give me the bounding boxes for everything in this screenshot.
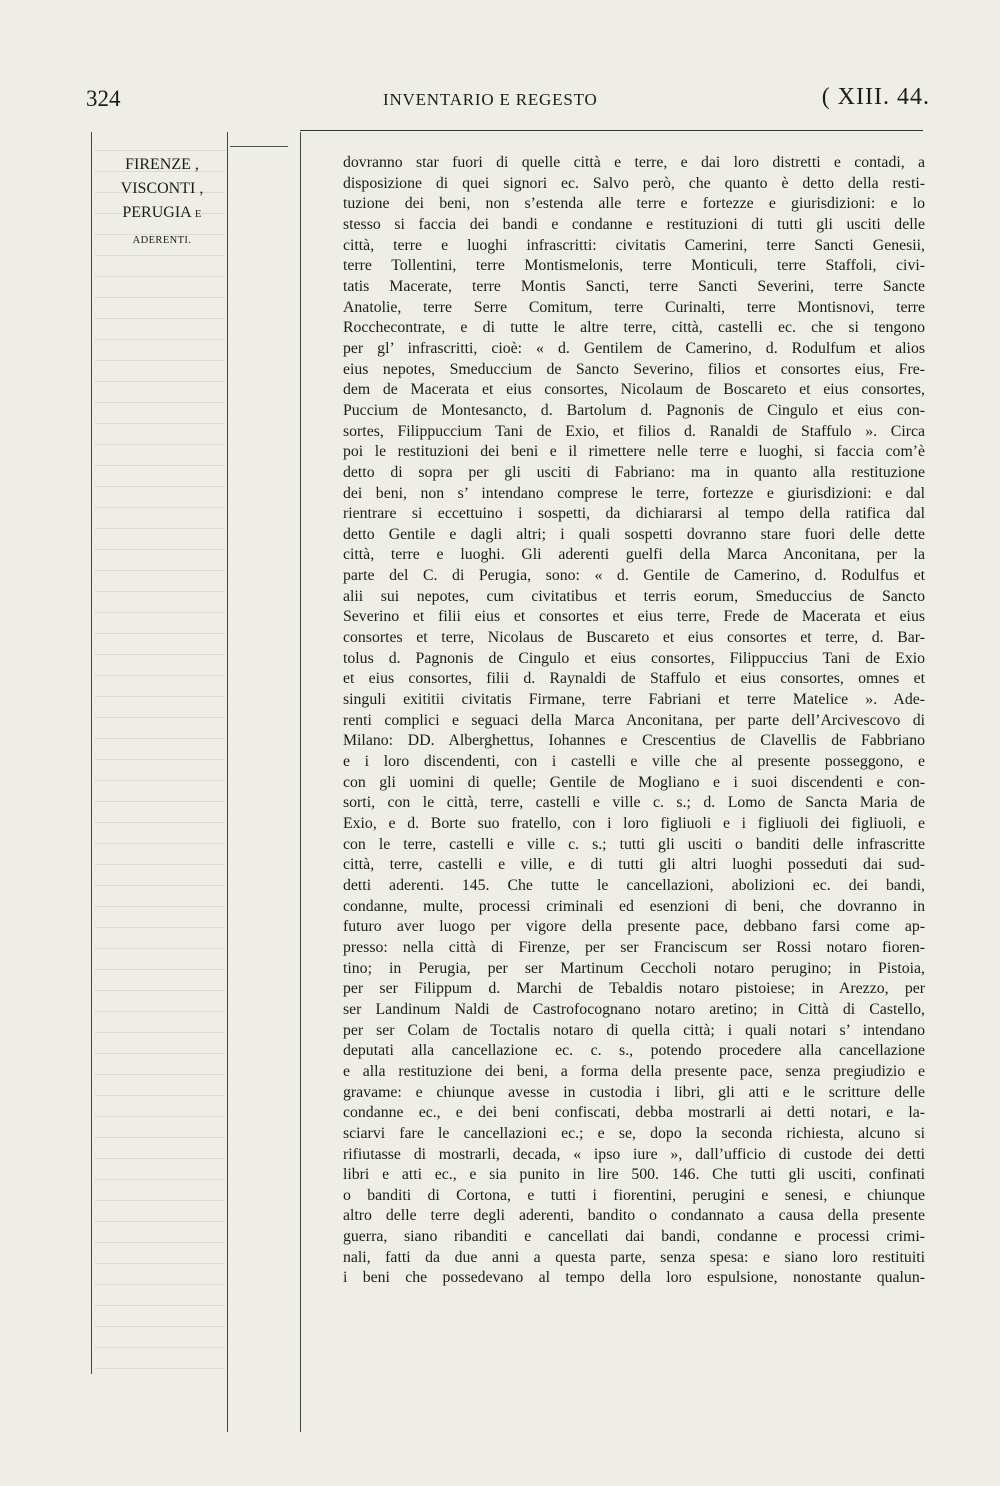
text-line: dem de Macerata et eius consortes, Nicolaum de Boscareto et eius consortes, [343, 381, 925, 399]
text-line: tatis Macerate, terre Montis Sancti, terre Sancti Severini, terre Sancte [343, 277, 925, 295]
text-line: Rocchecontrate, e di tutte le altre terre, città, castelli ec. che si tengono [343, 319, 925, 337]
text-line: o banditi di Cortona, e tutti i fiorentini, perugini e senesi, e chiunque [343, 1186, 925, 1204]
text-line: deputati alla cancellazione ec. c. s., potendo procedere alla cancellazione [343, 1042, 925, 1060]
text-line: e i loro discendenti, con i castelli e ville che al presente posseggono, e [343, 753, 925, 771]
text-line: dovranno star fuori di quelle città e terre, e dai loro distretti e contadi, a [343, 154, 925, 171]
text-line: consortes et terre, Nicolaus de Buscareto et eius consortes et terre, d. Bar- [343, 629, 925, 647]
margin-note [98, 153, 226, 253]
text-line: Milano: DD. Alberghettus, Iohannes e Crescentius de Clavellis de Fabbriano [343, 732, 925, 750]
text-line: altro delle terre degli aderenti, bandito o condannato a causa della presente [343, 1207, 925, 1225]
text-line: per ser Colam de Toctalis notaro di quella città; i quali notari s’ intendano [343, 1021, 925, 1039]
text-line: sciarvi fare le cancellazioni ec.; e se, dopo la seconda richiesta, alcuno si [343, 1124, 925, 1142]
margin-note-line: ADERENTI. [132, 235, 192, 246]
text-line: Puccium de Montesancto, d. Bartolum d. Pagnonis de Cingulo et eius con- [343, 401, 925, 419]
column-rule-right [300, 132, 301, 1432]
text-line: tolus d. Pagnonis de Cingulo et eius consortes, Filippuccius Tani de Exio [343, 649, 925, 667]
text-line: città, terre e luoghi infrascritti: civitatis Camerini, terre Sancti Genesii, [343, 236, 925, 254]
text-line: sorti, con le città, terre, castelli e ville c. s.; d. Lomo de Sancta Maria de [343, 794, 925, 812]
top-rule [300, 130, 923, 131]
text-line: ser Landinum Naldi de Castrofocognano notaro aretino; in Città di Castello, [343, 1000, 925, 1018]
text-line: alii sui nepotes, cum civitatibus et terris eorum, Smeduccius de Sancto [343, 587, 925, 605]
text-line: guerra, siano ribanditi e cancellati dai bandi, condanne e processi crimi- [343, 1228, 925, 1246]
text-line: dei beni, non s’ intendano comprese le terre, fortezze e giurisdizioni: e dal [343, 484, 925, 502]
column-rule-left [91, 132, 92, 1374]
text-line: Exio, e d. Borte suo fratello, con i loro figliuoli e i figliuoli dei figliuoli, e [343, 815, 925, 832]
text-line: città, terre, castelli e ville, e di tutti gli altri luoghi posseduti dai sud- [343, 856, 925, 874]
body-text [343, 153, 925, 1289]
text-line: et eius consortes, filii d. Raynaldi de Staffulo et eius consortes, omnes et [343, 670, 925, 688]
text-line: terre Tollentini, terre Montismelonis, terre Monticuli, terre Staffoli, civi- [343, 257, 925, 275]
margin-note-small: E [194, 209, 202, 220]
text-line: libri e atti ec., e sia punito in lire 500. 146. Che tutti gli usciti, confinati [343, 1166, 925, 1184]
text-line: detto Gentile e dagli altri; i quali sospetti dovranno stare fuori delle dette [343, 525, 925, 543]
text-line: tuzione dei beni, non s’estenda alle terre e fortezze e giurisdizioni: e lo [343, 195, 925, 213]
margin-note-line: FIRENZE , [125, 156, 199, 173]
text-line: i beni che possedevano al tempo della loro espulsione, nonostante qualun- [343, 1269, 925, 1287]
column-rule-middle [227, 132, 228, 1432]
text-line: con le terre, castelli e ville c. s.; tutti gli usciti o banditi delle infrascritte [343, 835, 925, 853]
text-line: eius nepotes, Smeduccium de Sancto Severino, filios et consortes eius, Fre- [343, 360, 925, 378]
text-line: rientrare si eccettuino i sospetti, da dichiararsi al tempo della ratifica dal [343, 505, 925, 523]
text-line: città, terre e luoghi. Gli aderenti guelfi della Marca Anconitana, per la [343, 546, 925, 564]
text-line: condanne, multe, processi criminali ed esenzioni di beni, che dovranno in [343, 897, 925, 915]
margin-note-line [98, 201, 226, 227]
text-line: nali, fatti da due anni a questa parte, senza spesa: e siano loro restituiti [343, 1248, 925, 1266]
text-line: stesso si faccia dei bandi e condanne e restituzioni di tutti gli usciti delle [343, 215, 925, 233]
text-line: gravame: e chiunque avesse in custodia i libri, gli atti e le scritture delle [343, 1083, 925, 1101]
running-title: INVENTARIO E REGESTO [383, 90, 598, 109]
text-line: singuli exititii civitatis Firmane, terre Fabriani et terre Matelice ». Ade- [343, 691, 925, 709]
text-line: Severino et filii eius et consortes et eius terre, Frede de Macerata et eius [343, 608, 925, 626]
section-reference: ( XIII. 44. [821, 84, 930, 110]
text-line: futuro aver luogo per vigore della presente pace, debbano farsi come ap- [343, 918, 925, 936]
text-line: per gl’ infrascritti, cioè: « d. Gentilem de Camerino, d. Rodulfum et alios [343, 339, 925, 357]
text-line: sortes, Filippuccium Tani de Exio, et filios d. Ranaldi de Staffulo ». Circa [343, 422, 925, 440]
bleed-through-texture [95, 150, 225, 1370]
text-line: condanne ec., e dei beni confiscati, debba mostrarli ai detti notari, e la- [343, 1104, 925, 1122]
margin-note-word: PERUGIA [122, 204, 191, 221]
margin-short-rule [230, 146, 288, 147]
text-line: rifiutasse di mostrarli, decada, « ipso iure », dall’ufficio di custode dei detti [343, 1145, 925, 1163]
text-line: Anatolie, terre Serre Comitum, terre Curinalti, terre Montisnovi, terre [343, 298, 925, 316]
margin-note-line: VISCONTI , [120, 180, 204, 197]
text-line: con gli uomini di quelle; Gentile de Mogliano e i suoi discendenti e con- [343, 773, 925, 791]
text-line: disposizione di quei signori ec. Salvo però, che quanto è detto della resti- [343, 174, 925, 192]
text-line: poi le restituzioni dei beni e il rimettere nelle terre e luoghi, si faccia com’è [343, 443, 925, 461]
text-line: detti aderenti. 145. Che tutte le cancellazioni, abolizioni ec. dei bandi, [343, 876, 925, 894]
page-number: 324 [86, 86, 121, 111]
text-line: tino; in Perugia, per ser Martinum Ceccholi notaro perugino; in Pistoia, [343, 959, 925, 977]
text-line: e alla restituzione dei beni, a forma della presente pace, senza pregiudizio e [343, 1062, 925, 1080]
text-line: per ser Filippum d. Marchi de Tebaldis notaro pistoiese; in Arezzo, per [343, 980, 925, 998]
text-line: presso: nella città di Firenze, per ser Franciscum ser Rossi notaro fioren- [343, 938, 925, 956]
text-line: renti complici e seguaci della Marca Anconitana, per parte dell’Arcivescovo di [343, 711, 925, 729]
text-line: parte del C. di Perugia, sono: « d. Gentile de Camerino, d. Rodulfus et [343, 567, 925, 585]
text-line: detto di sopra per gli usciti di Fabriano: ma in quanto alla restituzione [343, 463, 925, 481]
